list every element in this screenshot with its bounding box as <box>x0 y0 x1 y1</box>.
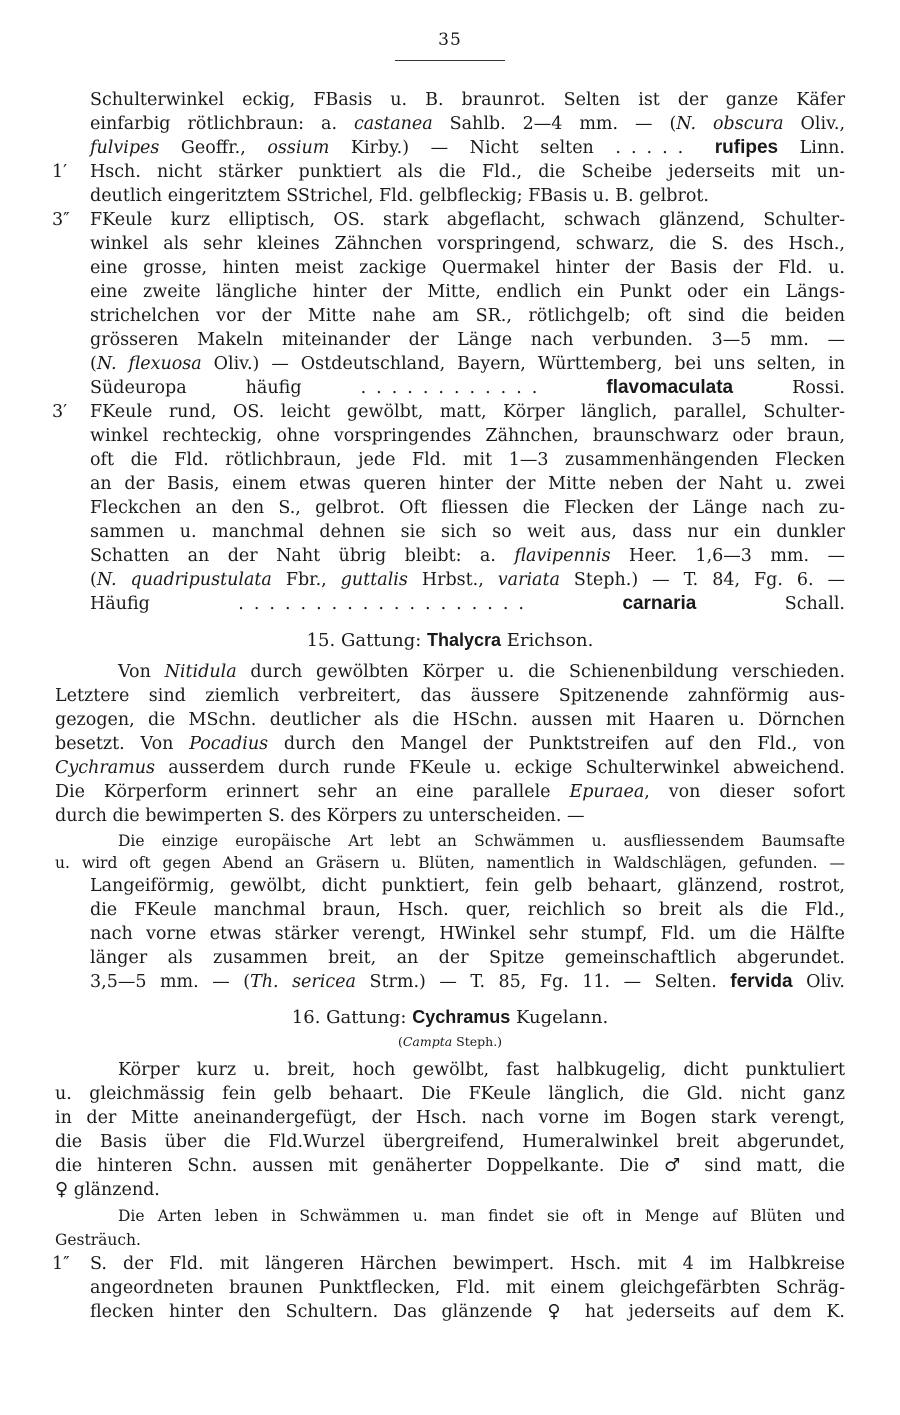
header-rule <box>395 60 505 61</box>
text-line: einfarbig rötlichbraun: a. castanea Sahlb. 2—4 mm. — (N. obscura Oliv., <box>90 114 846 134</box>
text-line: oft die Fld. rötlichbraun, jede Fld. mit 1—3 zusammenhängenden Flecken <box>90 450 845 470</box>
text-line: FKeule kurz elliptisch, OS. stark abgeflacht, schwach glänzend, Schulter- <box>90 210 845 230</box>
key-marker: 1′ <box>52 162 68 182</box>
text-line: deutlich eingeritztem SStrichel, Fld. gelbfleckig; FBasis u. B. gelbrot. <box>90 186 709 206</box>
text-line: Die Arten leben in Schwämmen u. man findet sie oft in Menge auf Blüten und <box>118 1207 845 1225</box>
text-line: Langeiförmig, gewölbt, dicht punktiert, fein gelb behaart, glänzend, rostrot, <box>90 876 845 896</box>
text-line: an der Basis, einem etwas queren hinter der Mitte neben der Naht u. zwei <box>90 474 845 494</box>
text-line: Hsch. nicht stärker punktiert als die Fld., die Scheibe jederseits mit un- <box>90 162 845 182</box>
text-line: in der Mitte aneinandergefügt, der Hsch. nach vorne im Bogen stark verengt, <box>55 1108 845 1128</box>
text-line: gezogen, die MSchn. deutlicher als die HSchn. aussen mit Haaren u. Dörnchen <box>55 710 845 730</box>
text-line: sammen u. manchmal dehnen sie sich so weit aus, dass nur ein dunkler <box>90 522 845 542</box>
text-line: Fleckchen an den S., gelbrot. Oft fliessen die Flecken der Länge nach zu- <box>90 498 845 518</box>
text-line: (N. quadripustulata Fbr., guttalis Hrbst., variata Steph.) — T. 84, Fg. 6. — <box>90 570 846 590</box>
text-line: winkel als sehr kleines Zähnchen vorspringend, schwarz, die S. des Hsch., <box>90 234 845 254</box>
text-line: die Basis über die Fld.Wurzel übergreifend, Humeralwinkel breit abgerundet, <box>55 1132 845 1152</box>
text-line: u. gleichmässig fein gelb behaart. Die FKeule länglich, die Gld. nicht ganz <box>55 1084 845 1104</box>
text-line: strichelchen vor der Mitte nahe am SR., rötlichgelb; oft sind die beiden <box>90 306 845 326</box>
text-line: flecken hinter den Schultern. Das glänzende ♀ hat jederseits auf dem K. <box>90 1301 845 1322</box>
text-line: 3,5—5 mm. — (Th. sericea Strm.) — T. 85, Fg. 11. — Selten. fervida Oliv. <box>90 971 845 992</box>
text-line: länger als zusammen breit, an der Spitze gemeinschaftlich abgerundet. <box>90 948 845 968</box>
key-marker: 3′ <box>52 402 68 422</box>
text-line: fulvipes Geoffr., ossium Kirby.) — Nicht selten ..... rufipes Linn. <box>90 137 845 158</box>
text-line: Cychramus ausserdem durch runde FKeule u. eckige Schulterwinkel abweichend. <box>55 758 845 778</box>
text-line: Südeuropa häufig ............ flavomaculata Rossi. <box>90 377 845 398</box>
text-line: u. wird oft gegen Abend an Gräsern u. Blüten, namentlich in Waldschlägen, gefunden. — <box>55 854 845 872</box>
text-line: ♀ glänzend. <box>55 1179 160 1200</box>
section-heading: 16. Gattung: Cychramus Kugelann. <box>291 1007 609 1028</box>
text-line: Häufig ................... carnaria Schall. <box>90 593 845 614</box>
key-marker: 1″ <box>52 1254 70 1274</box>
text-line: die hinteren Schn. aussen mit genäherter Doppelkante. Die ♂ sind matt, die <box>55 1155 845 1176</box>
text-line: Schulterwinkel eckig, FBasis u. B. braunrot. Selten ist der ganze Käfer <box>90 90 845 110</box>
text-line: S. der Fld. mit längeren Härchen bewimpert. Hsch. mit 4 im Halbkreise <box>90 1254 845 1274</box>
text-line: die FKeule manchmal braun, Hsch. quer, reichlich so breit als die Fld., <box>90 900 845 920</box>
text-line: (N. flexuosa Oliv.) — Ostdeutschland, Bayern, Württemberg, bei uns selten, in <box>90 354 846 374</box>
text-line: Gesträuch. <box>55 1231 141 1249</box>
section-heading: 15. Gattung: Thalycra Erichson. <box>306 630 594 651</box>
text-line: Die Körperform erinnert sehr an eine parallele Epuraea, von dieser sofort <box>55 782 845 802</box>
text-line: grösseren Makeln miteinander der Länge nach verbunden. 3—5 mm. — <box>90 330 845 350</box>
text-line: eine grosse, hinten meist zackige Quermakel hinter der Basis der Fld. u. <box>90 258 845 278</box>
text-line: FKeule rund, OS. leicht gewölbt, matt, Körper länglich, parallel, Schulter- <box>90 402 845 422</box>
text-line: Schatten an der Naht übrig bleibt: a. flavipennis Heer. 1,6—3 mm. — <box>90 546 845 566</box>
text-line: Körper kurz u. breit, hoch gewölbt, fast halbkugelig, dicht punktuliert <box>118 1060 845 1080</box>
text-line: Letztere sind ziemlich verbreitert, das äussere Spitzenende zahnförmig aus- <box>55 686 845 706</box>
text-line: durch die bewimperten S. des Körpers zu unterscheiden. — <box>55 806 585 826</box>
text-line: (Campta Steph.) <box>397 1034 503 1049</box>
key-marker: 3″ <box>52 210 70 230</box>
text-line: eine zweite längliche hinter der Mitte, endlich ein Punkt oder ein Längs- <box>90 282 845 302</box>
text-line: Von Nitidula durch gewölbten Körper u. die Schienenbildung verschieden. <box>118 662 846 682</box>
text-line: winkel rechteckig, ohne vorspringendes Zähnchen, braunschwarz oder braun, <box>90 426 845 446</box>
text-line: besetzt. Von Pocadius durch den Mangel der Punktstreifen auf den Fld., von <box>55 734 845 754</box>
text-line: Die einzige europäische Art lebt an Schwämmen u. ausfliessendem Baumsafte <box>118 832 845 850</box>
text-line: angeordneten braunen Punktflecken, Fld. mit einem gleichgefärbten Schräg- <box>90 1278 845 1298</box>
text-line: nach vorne etwas stärker verengt, HWinkel sehr stumpf, Fld. um die Hälfte <box>90 924 845 944</box>
page-number: 35 <box>438 30 462 50</box>
